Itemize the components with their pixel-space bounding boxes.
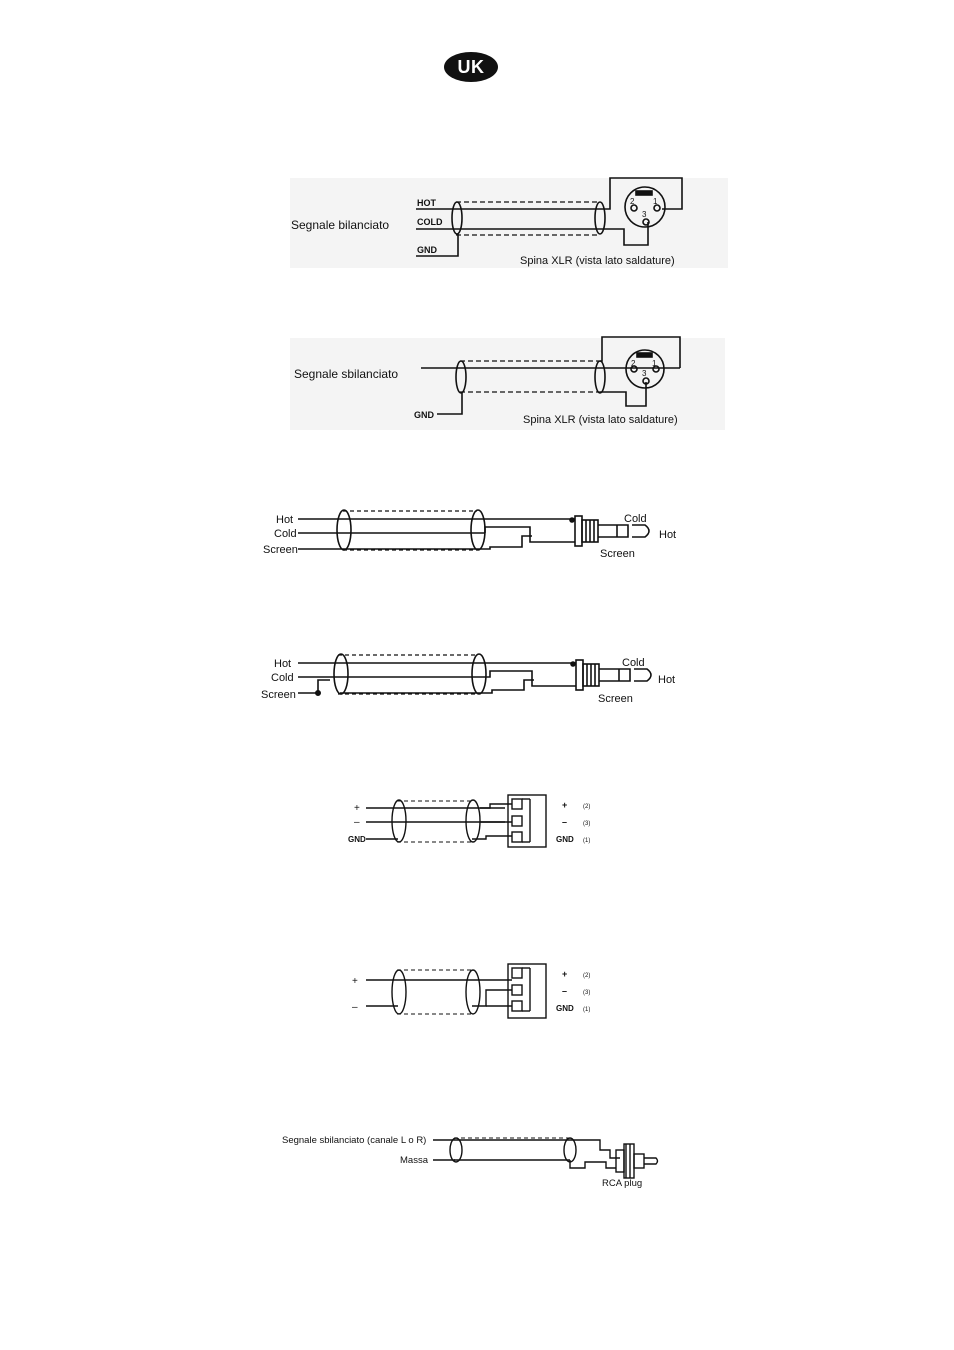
- xlr-balanced-gnd-label: GND: [417, 245, 437, 255]
- terminal1-block-gnd: GND: [556, 835, 574, 844]
- jack1-screen-label: Screen: [263, 544, 298, 556]
- jack1-plug-cold: Cold: [624, 513, 647, 525]
- xlr-unbalanced-pin2: 2: [631, 359, 636, 368]
- terminal2-num2: (2): [583, 973, 591, 979]
- jack-diagram-2: [298, 654, 651, 695]
- jack1-hot-label: Hot: [276, 514, 294, 526]
- jack2-cold-label: Cold: [271, 672, 294, 684]
- terminal-diagram-2: [366, 964, 546, 1018]
- xlr-balanced-pin3: 3: [642, 210, 647, 219]
- jack1-plug-hot: Hot: [659, 529, 677, 541]
- terminal1-plus: +: [354, 803, 360, 814]
- terminal2-block-gnd: GND: [556, 1004, 574, 1013]
- jack2-plug-hot: Hot: [658, 674, 676, 686]
- rca-plug-label: RCA plug: [602, 1178, 643, 1189]
- terminal1-minus: –: [354, 817, 360, 828]
- terminal1-num1: (1): [583, 838, 591, 844]
- jack1-plug-screen: Screen: [600, 548, 635, 560]
- jack2-hot-label: Hot: [274, 658, 292, 670]
- xlr-unbalanced-caption: Spina XLR (vista lato saldature): [523, 414, 678, 426]
- jack2-plug-screen: Screen: [598, 693, 633, 705]
- terminal2-plus: +: [352, 976, 358, 987]
- rca-ground-label: Massa: [400, 1155, 428, 1166]
- jack1-cold-label: Cold: [274, 528, 297, 540]
- xlr-balanced-caption: Spina XLR (vista lato saldature): [520, 255, 675, 267]
- terminal2-block-minus: –: [562, 986, 568, 996]
- jack-diagram-1: [298, 510, 649, 550]
- xlr-unbalanced-gnd-label: GND: [414, 410, 434, 420]
- xlr-balanced-pin2: 2: [630, 197, 635, 206]
- terminal1-gnd: GND: [348, 835, 366, 844]
- terminal-diagram-1: [366, 795, 546, 847]
- terminal1-num2: (2): [583, 804, 591, 810]
- xlr-balanced-cold-label: COLD: [417, 217, 443, 227]
- terminal1-block-plus: +: [562, 800, 568, 810]
- xlr-unbalanced-pin3: 3: [642, 369, 647, 378]
- terminal2-block-plus: +: [562, 969, 568, 979]
- xlr-balanced-pin1: 1: [653, 197, 658, 206]
- xlr-unbalanced-pin1: 1: [652, 359, 657, 368]
- terminal2-num1: (1): [583, 1007, 591, 1013]
- xlr-unbalanced-title: Segnale sbilanciato: [294, 367, 399, 381]
- language-badge-label: UK: [457, 56, 485, 77]
- jack2-screen-label: Screen: [261, 689, 296, 701]
- terminal2-minus: –: [352, 1002, 358, 1013]
- xlr-balanced-hot-label: HOT: [417, 198, 436, 208]
- jack2-plug-cold: Cold: [622, 657, 645, 669]
- rca-signal-label: Segnale sbilanciato (canale L o R): [282, 1135, 427, 1146]
- rca-diagram: [433, 1138, 658, 1178]
- terminal1-num3: (3): [583, 821, 591, 827]
- terminal2-num3: (3): [583, 990, 591, 996]
- xlr-balanced-title: Segnale bilanciato: [291, 218, 390, 232]
- terminal1-block-minus: –: [562, 817, 568, 827]
